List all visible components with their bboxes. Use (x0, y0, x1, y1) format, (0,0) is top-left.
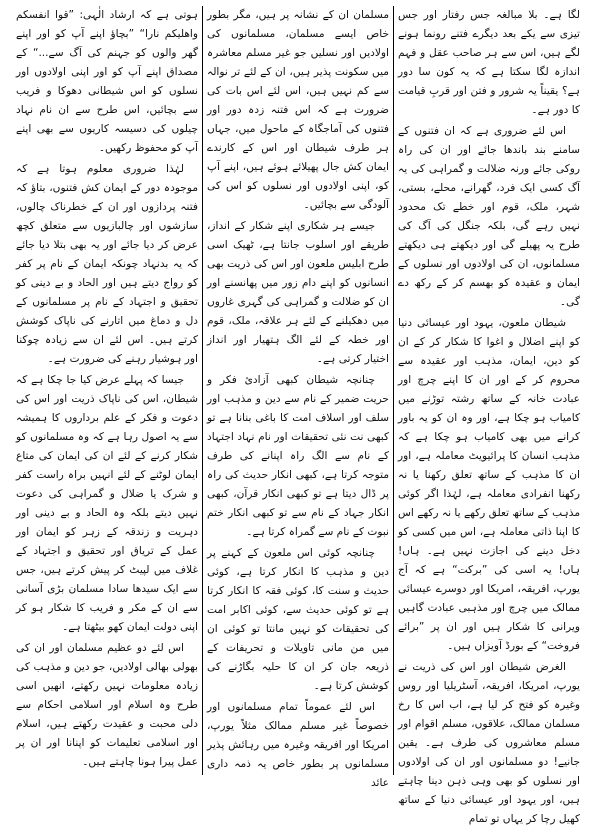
paragraph: لگا ہے۔ بلا مبالغہ جس رفتار اور جس تیزی سے یکے بعد دیگرے فتنے رونما ہونے لگے ہیں، اس سے ہر صاحب عقل و فہم اندازہ لگا سکتا ہے کہ یہ کون سا دور ہے؟ یقیناً یہ شرور و فتن اور قربِ قیامت کا دور ہے۔ (398, 9, 580, 116)
column-divider (202, 6, 203, 775)
paragraph: الغرض شیطان اور اس کی ذریت نے یورپ، امریکا، افریقہ، آسٹریلیا اور روس وغیرہ کو فتح کر لیا ہے، اب اس کا رخ مسلمان ممالک، علاقوں، مسلم اقوام اور مسلم معاشروں کی طرف ہے۔ یقین جانیے! دو مسلمانوں اور ان کی اولادوں اور نسلوں کو بھی وہی ذہن دینا چاہتے ہیں، اور یہود اور عیسائی دنیا کے ساتھ کھیل رچا کر یہاں تو تمام (398, 661, 580, 825)
column-left (12, 6, 202, 775)
paragraph: جیسے ہر شکاری اپنے شکار کے انداز، طریقے اور اسلوب جانتا ہے، ٹھیک اسی طرح ابلیس ملعون اور اس کی ذریت بھی انسانوں کو اپنے دام زور میں پھانسنے اور ان کو ضلالت و گمراہی کی گہری غاروں میں دھکیلنے کے لئے ہر علاقہ، ملک، قوم اور خطہ کے لئے الگ ہتھیار اور انداز اختیار کرتی ہے۔ (207, 220, 389, 365)
paragraph: ہوتی ہے کہ ارشاد الٰہی: ”قوا انفسکم واھلیکم نارا“ ”بچاؤ اپنے آپ کو اور اپنے گھر والوں کو جہنم کی آگ سے...“ کے مصداق اپنے آپ کو اور اپنی اولادوں اور نسلوں کو اس شیطانی دھوکا و فریب سے بچائیں، اس طرح سے ان نام نہاد چیلوں کی دسیسہ کاریوں سے بھی اپنے آپ کو محفوظ رکھیں۔ (16, 9, 198, 154)
paragraph: چنانچہ شیطان کبھی آزادیٔ فکر و حریت ضمیر کے نام سے دین و مذہب اور سلف اور اسلاف امت کا باغی بنانا ہے تو کبھی نت نئی تحقیقات اور نام نہاد اجتہاد کے نام سے الگ راہ اپنانے کی طرف متوجہ کرتا ہے، کبھی انکار حدیث کی راہ پر ڈال دیتا ہے تو کبھی انکار قرآن، کبھی انکار جہاد کے نام سے تو کبھی انکار ختم نبوت کے نام سے گمراہ کرتا ہے۔ (207, 374, 389, 538)
paragraph: جیسا کہ پہلے عرض کیا جا چکا ہے کہ شیطان، اس کی ناپاک ذریت اور اس کی دعوت و فکر کے علم برداروں کا ہمیشہ سے یہ اصول رہا ہے کہ وہ مسلمانوں کو شکار کرنے کے لئے ان کی ایمان کی متاع ایمان لوٹنے کے لئے انہیں براہ راست کفر و شرک یا ضلال و گمراہی کی دعوت نہیں دیتے بلکہ وہ الحاد و بے دینی اور دہریت و زندقہ کے زہر کو ایمان اور عمل کے تریاق اور تحقیق و اجتہاد کے غلاف میں لپیٹ کر پیش کرتے ہیں، جس سے ایک سیدھا سادا مسلمان بڑی آسانی سے ان کے مکر و فریب کا شکار ہو کر اپنی دولت ایمان کھو بیٹھتا ہے۔ (16, 374, 198, 633)
column-divider (393, 6, 394, 775)
paragraph: مسلمان ان کے نشانہ پر ہیں، مگر بطور خاص ایسے مسلمان، مسلمانوں کی اولادیں اور نسلیں جو غیر مسلم معاشرہ میں سکونت پذیر ہیں، ان کے لئے تر نوالہ سے کم نہیں ہیں، اس لئے اس بات کی ضرورت ہے کہ اس فتنہ زدہ دور اور فتنوں کی آماجگاہ کے ماحول میں، جہاں ہر طرف شیطان اور اس کے کارندے ایمان کش جال پھیلائے ہوئے ہیں، اپنے آپ کو، اپنی اولادوں اور نسلوں کو اس کی آلودگی سے بچائیں۔ (207, 9, 389, 211)
paragraph: شیطان ملعون، یہود اور عیسائی دنیا کو اپنے اضلال و اغوا کا شکار کر کے ان کو دین، ایمان، مذہب اور عقیدہ سے محروم کر کے اور ان کا اپنے چرچ اور عبادت خانہ کے ساتھ رشتہ توڑنے میں کامیاب ہو چکا ہے، اور وہ ان کو یہ باور کرانے میں بھی کامیاب ہو چکا ہے کہ مذہب انسان کا پرائیویٹ معاملہ ہے، اور ان کا مذہب کے ساتھ تعلق رکھنا یا نہ رکھنا انفرادی معاملہ ہے، لہٰذا اگر کوئی مذہب کے ساتھ تعلق رکھے یا نہ رکھے اس کا اپنا ذاتی معاملہ ہے، اس میں کسی کو دخل دینے کی اجازت نہیں ہے۔ ہاں! ہاں! یہ اسی کی ”برکت“ ہے کہ آج یورپ، افریقہ، امریکا اور دوسرے عیسائی ممالک میں چرچ اور مذہبی عبادت گاہیں ویرانی کا شکار ہیں اور ان پر ”برائے فروخت“ کے بورڈ آویزاں ہیں۔ (398, 317, 580, 652)
paragraph: چنانچہ کوئی اس ملعون کے کہنے پر دین و مذہب کا انکار کرتا ہے، کوئی حدیث و سنت کا، کوئی فقہ کا انکار کرتا ہے تو کوئی حدیث سے، کوئی اکابر امت کی تحقیقات کو نہیں مانتا تو کوئی ان میں من مانی تاویلات و تحریفات کے ذریعہ جان کر ان کا حلیہ بگاڑنے کی کوشش کرتا ہے۔ (207, 547, 389, 692)
column-middle (203, 6, 393, 789)
paragraph: اس لئے عموماً تمام مسلمانوں اور خصوصاً غیر مسلم ممالک مثلاً یورپ، امریکا اور افریقہ وغیرہ میں رہائش پذیر مسلمانوں پر بطور خاص یہ ذمہ داری عائد (207, 701, 389, 789)
paragraph: اس لئے دو عظیم مسلمان اور ان کی بھولی بھالی اولادیں، جو دین و مذہب کی زیادہ معلومات نہیں رکھتے، انھیں اسی طرح وہ اسلام اور اسلامی احکام سے دلی محبت و عقیدت رکھتے ہیں، اسلام اور اسلامی تعلیمات کو اپنانا اور ان پر عمل پیرا ہونا چاہتے ہیں۔ (16, 642, 198, 768)
paragraph: لہٰذا ضروری معلوم ہوتا ہے کہ موجودہ دور کے ایمان کش فتنوں، بتاؤ کہ فتنہ پردازوں اور ان کے خطرناک چالوں، سازشوں اور چالبازیوں سے متعلق کچھ عرض کر دیا جائے اور یہ بھی بتلا دیا جائے کہ یہ بدنہاد چونکہ ایمان کے نام پر کفر کو رواج دیتے ہیں اور الحاد و بے دینی کو تحقیق و اجتہاد کے نام پر مسلمانوں کے دل و دماغ میں اتارنے کی ناپاک کوشش کرتے ہیں۔ اس لئے ان سے زیادہ چوکنا اور ہوشیار رہنے کی ضرورت ہے۔ (16, 163, 198, 365)
paragraph: اس لئے ضروری ہے کہ ان فتنوں کے سامنے بند باندھا جائے اور ان کی راہ روکی جائے ورنہ ضلالت و گمراہی کی یہ آگ کسی ایک فرد، گھرانے، محلے، بستی، شہر، ملک، قوم اور خطے تک محدود نہیں رہے گی، بلکہ جنگل کی آگ کی طرح یہ پھیلے گی اور دیکھتے ہی دیکھتے مسلمانوں، ان کی اولادوں اور نسلوں کے ایمان و عقیدہ کو بھسم کر کے رکھ دے گی۔ (398, 125, 580, 308)
column-right (394, 6, 584, 825)
